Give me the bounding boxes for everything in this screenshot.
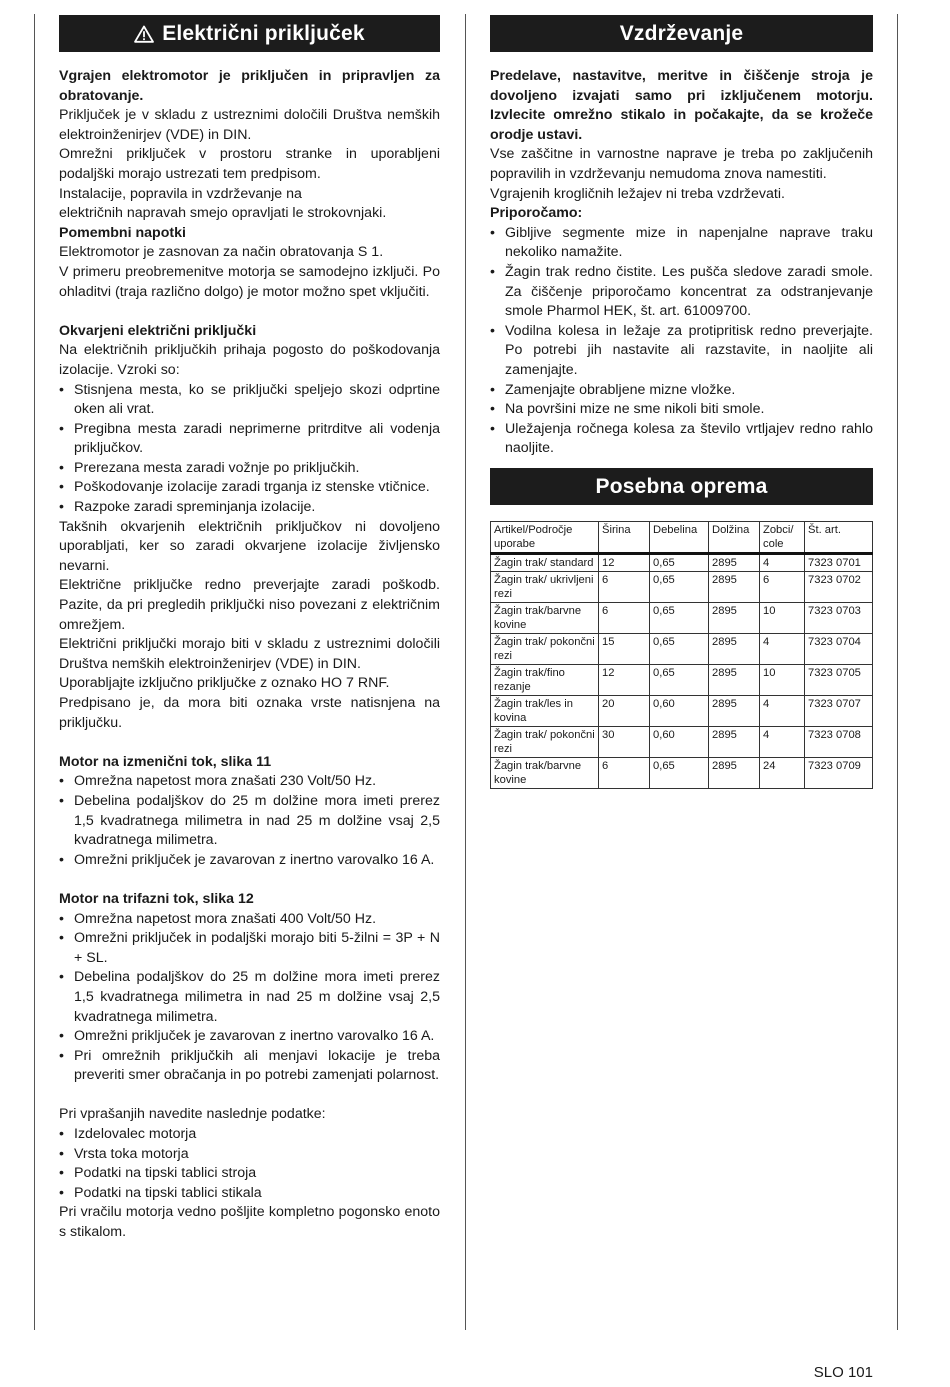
- table-cell: 4: [760, 726, 805, 757]
- list-item: • Prerezana mesta zaradi vožnje po priključkih.: [59, 459, 440, 479]
- warning-triangle-icon: [134, 25, 154, 43]
- table-row: [491, 602, 873, 633]
- table-header-row: [491, 521, 873, 553]
- list-item: • Omrežni priključek je zavarovan z inertno varovalko 16 A.: [59, 851, 440, 871]
- table-row: [491, 695, 873, 726]
- three-phase-list: [59, 910, 440, 1086]
- list-item: • Debelina podaljškov do 25 m dolžine mora imeti prerez 1,5 kvadratnega milimetra in nad 25 m dolžine vsaj 2,5 kvadratnega milimetra.: [59, 792, 440, 851]
- table-cell: 12: [599, 664, 650, 695]
- list-item: • Omrežni priključek je zavarovan z inertno varovalko 16 A.: [59, 1027, 440, 1047]
- three-phase-heading: Motor na trifazni tok, slika 12: [59, 890, 254, 907]
- list-item: • Uležajenja ročnega kolesa za število vrtljajev redno rahlo naoljite.: [490, 420, 873, 459]
- maintenance-text-2: Vgrajenih krogličnih ležajev ni treba vzdrževati.: [490, 185, 785, 202]
- table-cell: Žagin trak/les in kovina: [491, 695, 599, 726]
- questions-intro: Pri vprašanjih navedite naslednje podatke:: [59, 1106, 326, 1123]
- damaged-after-1: Takšnih okvarjenih električnih priključkov ni dovoljeno uporabljati, ker so zaradi okvarjene izolacije življensko nevarni.: [59, 518, 440, 574]
- table-cell: 6: [599, 602, 650, 633]
- table-cell: 4: [760, 633, 805, 664]
- table-cell: 7323 0705: [805, 664, 873, 695]
- table-cell: 12: [599, 553, 650, 571]
- table-cell: 2895: [709, 602, 760, 633]
- table-cell: 0,65: [650, 757, 709, 788]
- damaged-after-3: Električni priključki morajo biti v skladu z ustreznimi določili Društva nemških elektroinženirjev (VDE) in DIN.: [59, 636, 440, 672]
- table-cell: Žagin trak/ pokončni rezi: [491, 726, 599, 757]
- list-item: • Omrežni priključek in podaljški morajo biti 5-žilni = 3P + N + SL.: [59, 929, 440, 968]
- table-row: [491, 664, 873, 695]
- list-item: • Pri omrežnih priključkih ali menjavi lokacije je treba preveriti smer obračanja in po potrebi zamenjati polarnost.: [59, 1047, 440, 1086]
- damaged-after-4: Uporabljajte izključno priključke z oznako HO 7 RNF.: [59, 675, 390, 692]
- table-cell: Žagin trak/barvne kovine: [491, 757, 599, 788]
- electrical-section-title: Električni priključek: [162, 21, 365, 45]
- electrical-intro-bold: Vgrajen elektromotor je priključen in pripravljen za obratovanje.: [59, 68, 440, 104]
- damaged-list: [59, 381, 440, 518]
- list-item: • Vodilna kolesa in ležaje za protipritisk redno preverjajte. Po potrebi jih nastavite ali razstavite, in naoljite ali zamenjajte.: [490, 322, 873, 381]
- maintenance-section-title: Vzdrževanje: [619, 21, 744, 45]
- table-cell: 2895: [709, 726, 760, 757]
- maintenance-text-1: Vse zaščitne in varnostne naprave je treba po zaključenih popravilih in vzdrževanju nemudoma znova namestiti.: [490, 146, 873, 182]
- list-item: • Na površini mize ne sme nikoli biti smole.: [490, 400, 873, 420]
- column-header: Dolžina: [709, 521, 760, 553]
- table-row: [491, 757, 873, 788]
- table-cell: 7323 0708: [805, 726, 873, 757]
- electrical-intro-1: Priključek je v skladu z ustreznimi določili Društva nemških elektroinženirjev (VDE) in DIN.: [59, 107, 440, 143]
- list-item: • Gibljive segmente mize in napenjalne naprave traku nekoliko namažite.: [490, 224, 873, 263]
- table-cell: 4: [760, 553, 805, 571]
- table-cell: 2895: [709, 757, 760, 788]
- damaged-after-5: Predpisano je, da mora biti oznaka vrste natisnjena na priključku.: [59, 695, 440, 731]
- accessories-section-title: Posebna oprema: [595, 474, 768, 498]
- column-header: Zobci/ cole: [760, 521, 805, 553]
- column-header: Artikel/Področje uporabe: [491, 521, 599, 553]
- table-cell: 4: [760, 695, 805, 726]
- list-item: • Podatki na tipski tablici stikala: [59, 1184, 440, 1204]
- column-header: Debelina: [650, 521, 709, 553]
- table-cell: Žagin trak/barvne kovine: [491, 602, 599, 633]
- ac-motor-heading: Motor na izmenični tok, slika 11: [59, 753, 272, 770]
- recommend-list: [490, 224, 873, 459]
- maintenance-section-header: [490, 15, 873, 52]
- table-row: [491, 726, 873, 757]
- table-cell: 7323 0701: [805, 553, 873, 571]
- table-row: [491, 553, 873, 571]
- list-item: • Izdelovalec motorja: [59, 1125, 440, 1145]
- table-cell: 0,65: [650, 602, 709, 633]
- electrical-intro-4: električnih napravah smejo opravljati le strokovnjaki.: [59, 205, 387, 222]
- accessories-table: [490, 521, 873, 789]
- right-column: [490, 15, 873, 789]
- table-cell: 7323 0704: [805, 633, 873, 664]
- accessories-section-header: [490, 468, 873, 505]
- page-number: SLO 101: [813, 1364, 873, 1381]
- column-rule-left: [34, 14, 35, 1330]
- list-item: • Vrsta toka motorja: [59, 1145, 440, 1165]
- table-cell: 0,60: [650, 695, 709, 726]
- table-cell: Žagin trak/ pokončni rezi: [491, 633, 599, 664]
- left-column: [59, 15, 440, 1243]
- table-cell: 2895: [709, 695, 760, 726]
- table-cell: 2895: [709, 571, 760, 602]
- list-item: • Debelina podaljškov do 25 m dolžine mora imeti prerez 1,5 kvadratnega milimetra in nad 25 m dolžine vsaj 2,5 kvadratnega milimetra.: [59, 968, 440, 1027]
- table-cell: Žagin trak/ standard: [491, 553, 599, 571]
- maintenance-bold-text: Predelave, nastavitve, meritve in čiščenje stroja je dovoljeno izvajati samo pri izključenem motorju. Izvlecite omrežno stikalo in počakajte, da se krožeče orodje ustavi.: [490, 68, 873, 143]
- table-cell: 24: [760, 757, 805, 788]
- list-item: • Omrežna napetost mora znašati 400 Volt/50 Hz.: [59, 910, 440, 930]
- table-row: [491, 571, 873, 602]
- table-cell: 7323 0709: [805, 757, 873, 788]
- table-cell: 2895: [709, 633, 760, 664]
- table-cell: 20: [599, 695, 650, 726]
- list-item: • Podatki na tipski tablici stroja: [59, 1164, 440, 1184]
- table-cell: 6: [599, 757, 650, 788]
- list-item: • Razpoke zaradi spreminjanja izolacije.: [59, 498, 440, 518]
- list-item: • Pregibna mesta zaradi neprimerne pritrditve ali vodenja priključkov.: [59, 420, 440, 459]
- notes-heading: Pomembni napotki: [59, 224, 186, 241]
- column-header: Št. art.: [805, 521, 873, 553]
- table-cell: 2895: [709, 664, 760, 695]
- table-cell: 0,65: [650, 633, 709, 664]
- table-cell: 7323 0702: [805, 571, 873, 602]
- damaged-heading: Okvarjeni električni priključki: [59, 322, 257, 339]
- table-cell: Žagin trak/fino rezanje: [491, 664, 599, 695]
- list-item: • Zamenjajte obrabljene mizne vložke.: [490, 381, 873, 401]
- column-header: Širina: [599, 521, 650, 553]
- table-cell: 0,65: [650, 553, 709, 571]
- notes-line-2: V primeru preobremenitve motorja se samodejno izključi. Po ohladitvi (traja različno dolgo) je motor možno spet vključiti.: [59, 263, 440, 300]
- questions-list: [59, 1125, 440, 1203]
- column-rule-middle: [465, 14, 466, 1330]
- recommend-heading: Priporočamo:: [490, 205, 583, 222]
- table-row: [491, 633, 873, 664]
- list-item: • Poškodovanje izolacije zaradi trganja iz stenske vtičnice.: [59, 478, 440, 498]
- damaged-after-2: Električne priključke redno preverjajte zaradi poškodb. Pazite, da pri pregledih priključki niso povezani z električnim omrežjem.: [59, 577, 440, 633]
- table-cell: 0,65: [650, 664, 709, 695]
- table-cell: 30: [599, 726, 650, 757]
- table-cell: 2895: [709, 553, 760, 571]
- list-item: • Žagin trak redno čistite. Les pušča sledove zaradi smole. Za čiščenje priporočamo koncentrat za odstranjevanje smole Pharmol HEK, št. art. 61009700.: [490, 263, 873, 322]
- table-cell: Žagin trak/ ukrivljeni rezi: [491, 571, 599, 602]
- table-cell: 6: [599, 571, 650, 602]
- column-rule-right: [897, 14, 898, 1330]
- closing-text: Pri vračilu motorja vedno pošljite kompletno pogonsko enoto s stikalom.: [59, 1204, 440, 1241]
- table-cell: 10: [760, 602, 805, 633]
- table-cell: 0,65: [650, 571, 709, 602]
- table-cell: 6: [760, 571, 805, 602]
- ac-motor-list: [59, 772, 440, 870]
- electrical-intro-2: Omrežni priključek v prostoru stranke in uporabljeni podaljški morajo ustrezati tem predpisom.: [59, 146, 440, 182]
- table-cell: 10: [760, 664, 805, 695]
- notes-line-1: Elektromotor je zasnovan za način obratovanja S 1.: [59, 244, 384, 261]
- list-item: • Omrežna napetost mora znašati 230 Volt/50 Hz.: [59, 772, 440, 792]
- table-cell: 7323 0703: [805, 602, 873, 633]
- electrical-intro-3: Instalacije, popravila in vzdrževanje na: [59, 185, 302, 202]
- list-item: • Stisnjena mesta, ko se priključki speljejo skozi odprtine oken ali vrat.: [59, 381, 440, 420]
- table-cell: 7323 0707: [805, 695, 873, 726]
- table-cell: 15: [599, 633, 650, 664]
- damaged-intro: Na električnih priključkih prihaja pogosto do poškodovanja izolacije. Vzroki so:: [59, 342, 440, 378]
- electrical-section-header: [59, 15, 440, 52]
- table-cell: 0,60: [650, 726, 709, 757]
